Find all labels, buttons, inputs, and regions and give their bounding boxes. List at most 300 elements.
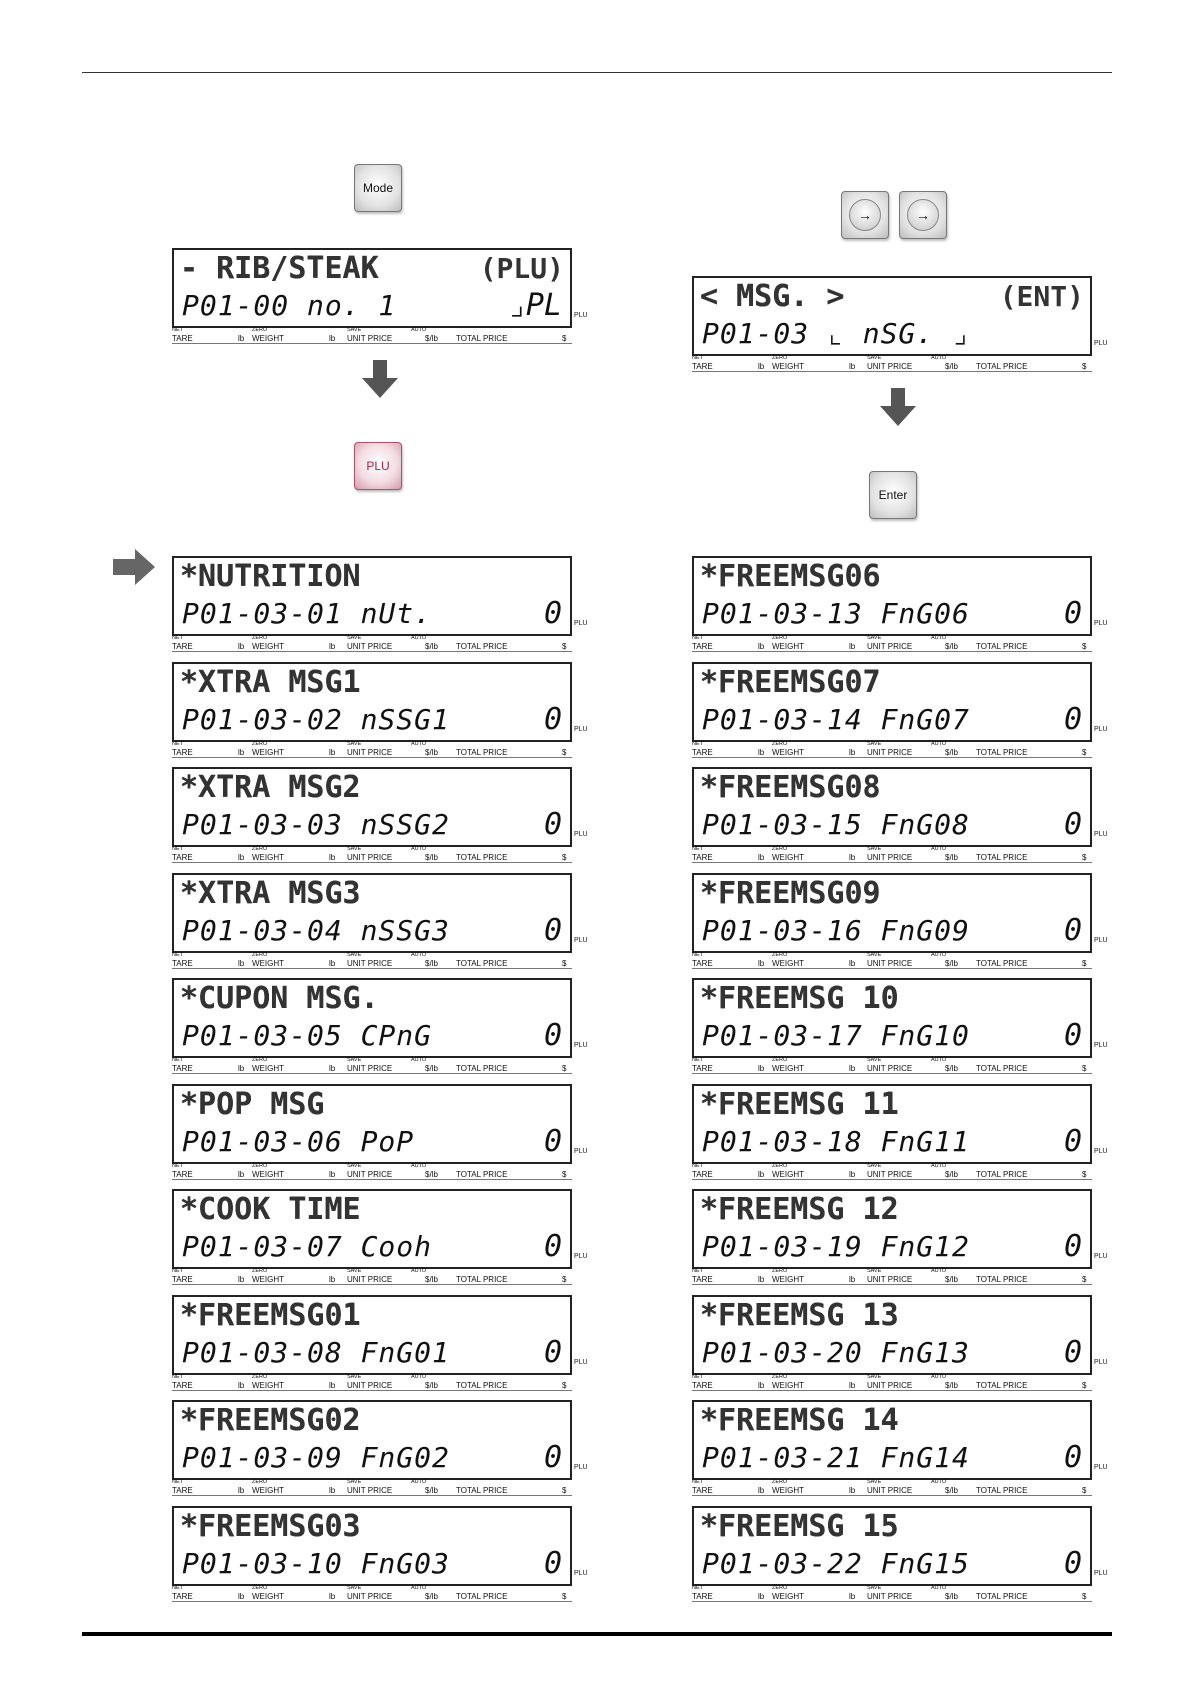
net-label: NET: [172, 846, 183, 852]
save-label: SAVE: [347, 1057, 362, 1063]
tare-label: TARE: [172, 1170, 193, 1179]
lcd-code-line: P01-03-06 PoP: [182, 1125, 415, 1158]
lcd-menu-label: *XTRA MSG1: [180, 665, 361, 700]
display-legend: [172, 846, 572, 863]
display-legend: [172, 952, 572, 969]
right-arrow-key-2[interactable]: [899, 191, 947, 239]
lcd-screen: [172, 978, 572, 1058]
lcd-display: [172, 1400, 588, 1496]
dollar-label: $: [1082, 1275, 1087, 1284]
plu-indicator: PLU: [1094, 1570, 1108, 1577]
zero-label: ZERO: [772, 355, 788, 361]
lcd-screen: [172, 1084, 572, 1164]
net-label: NET: [692, 1374, 703, 1380]
lcd-display: [692, 662, 1108, 758]
lcd-screen: [692, 556, 1092, 636]
lb-label: lb: [329, 642, 336, 651]
lb-label: lb: [329, 1381, 336, 1390]
auto-label: AUTO: [411, 635, 427, 641]
lcd-value: 0: [1063, 1440, 1082, 1475]
lcd-value: 0: [543, 1229, 562, 1264]
lcd-code-line: P01-03-16 FnG09: [702, 914, 970, 947]
lcd-menu-label: < MSG. >: [700, 279, 845, 314]
lcd-display: [172, 873, 588, 969]
unit-price-label: UNIT PRICE: [347, 959, 393, 968]
auto-label: AUTO: [411, 1585, 427, 1591]
net-label: NET: [692, 741, 703, 747]
lcd-screen: [692, 978, 1092, 1058]
tare-label: TARE: [692, 1381, 713, 1390]
auto-label: AUTO: [411, 1268, 427, 1274]
lcd-display: [172, 248, 588, 344]
lcd-code-line: P01-03-09 FnG02: [182, 1441, 450, 1474]
lcd-value: 0: [543, 1440, 562, 1475]
per-lb-label: $/lb: [945, 642, 958, 651]
unit-price-label: UNIT PRICE: [347, 1170, 393, 1179]
lb-label: lb: [849, 1486, 856, 1495]
per-lb-label: $/lb: [425, 1592, 438, 1601]
lb-label: lb: [758, 1381, 765, 1390]
net-label: NET: [172, 741, 183, 747]
lb-label: lb: [758, 1170, 765, 1179]
tare-label: TARE: [172, 1486, 193, 1495]
plu-indicator: PLU: [574, 312, 588, 319]
auto-label: AUTO: [411, 1163, 427, 1169]
display-legend: [692, 741, 1092, 758]
auto-label: AUTO: [931, 1268, 947, 1274]
net-label: NET: [692, 1268, 703, 1274]
weight-label: WEIGHT: [772, 1275, 804, 1284]
lcd-screen: [692, 767, 1092, 847]
lcd-menu-label: *NUTRITION: [180, 559, 361, 594]
save-label: SAVE: [347, 846, 362, 852]
lcd-code-line: P01-03-03 nSSG2: [182, 808, 450, 841]
lcd-display: [692, 1400, 1108, 1496]
tare-label: TARE: [692, 1592, 713, 1601]
lcd-code-line: P01-03-10 FnG03: [182, 1547, 450, 1580]
weight-label: WEIGHT: [772, 748, 804, 757]
lcd-display: [692, 978, 1108, 1074]
lcd-code-line: P01-03-14 FnG07: [702, 703, 970, 736]
lcd-display: [172, 978, 588, 1074]
unit-price-label: UNIT PRICE: [347, 853, 393, 862]
save-label: SAVE: [867, 635, 882, 641]
weight-label: WEIGHT: [252, 1170, 284, 1179]
dollar-label: $: [562, 1064, 567, 1073]
lcd-value: 0: [1063, 1546, 1082, 1581]
zero-label: ZERO: [772, 1479, 788, 1485]
lcd-display: [692, 276, 1108, 372]
weight-label: WEIGHT: [772, 642, 804, 651]
dollar-label: $: [562, 853, 567, 862]
display-legend: [172, 327, 572, 344]
lb-label: lb: [238, 642, 245, 651]
net-label: NET: [692, 355, 703, 361]
tare-label: TARE: [172, 748, 193, 757]
auto-label: AUTO: [931, 741, 947, 747]
down-arrow-icon: [362, 360, 398, 398]
per-lb-label: $/lb: [425, 853, 438, 862]
dollar-label: $: [1082, 362, 1087, 371]
save-label: SAVE: [867, 741, 882, 747]
lb-label: lb: [758, 1592, 765, 1601]
weight-label: WEIGHT: [772, 959, 804, 968]
display-legend: [692, 1057, 1092, 1074]
per-lb-label: $/lb: [945, 748, 958, 757]
total-price-label: TOTAL PRICE: [976, 959, 1028, 968]
lcd-value: 0: [1063, 596, 1082, 631]
plu-indicator: PLU: [574, 1464, 588, 1471]
unit-price-label: UNIT PRICE: [867, 1486, 913, 1495]
lcd-display: [692, 556, 1108, 652]
dollar-label: $: [562, 1592, 567, 1601]
lcd-screen: [172, 556, 572, 636]
save-label: SAVE: [347, 952, 362, 958]
pointer-arrow-icon: [113, 549, 155, 585]
zero-label: ZERO: [772, 1374, 788, 1380]
enter-key[interactable]: Enter: [869, 471, 917, 519]
lcd-value: 0: [543, 702, 562, 737]
lb-label: lb: [849, 1592, 856, 1601]
net-label: NET: [172, 952, 183, 958]
display-legend: [172, 635, 572, 652]
total-price-label: TOTAL PRICE: [976, 1486, 1028, 1495]
lb-label: lb: [758, 1275, 765, 1284]
dollar-label: $: [1082, 642, 1087, 651]
plu-indicator: PLU: [574, 1148, 588, 1155]
lcd-screen: [172, 1295, 572, 1375]
net-label: NET: [692, 1585, 703, 1591]
weight-label: WEIGHT: [252, 959, 284, 968]
display-legend: [692, 1479, 1092, 1496]
lcd-menu-label: *COOK TIME: [180, 1192, 361, 1227]
display-legend: [692, 355, 1092, 372]
tare-label: TARE: [172, 1381, 193, 1390]
lcd-value: 0: [1063, 1335, 1082, 1370]
right-arrow-key-1[interactable]: [841, 191, 889, 239]
total-price-label: TOTAL PRICE: [976, 1381, 1028, 1390]
display-legend: [692, 846, 1092, 863]
plu-indicator: PLU: [1094, 1253, 1108, 1260]
lcd-value: 0: [543, 1335, 562, 1370]
per-lb-label: $/lb: [945, 1486, 958, 1495]
lcd-screen: [172, 873, 572, 953]
lcd-code-line: P01-03-01 nUt.: [182, 597, 433, 630]
dollar-label: $: [562, 1170, 567, 1179]
auto-label: AUTO: [411, 741, 427, 747]
dollar-label: $: [562, 1381, 567, 1390]
lb-label: lb: [329, 1486, 336, 1495]
unit-price-label: UNIT PRICE: [867, 642, 913, 651]
lcd-screen: [692, 1506, 1092, 1586]
plu-indicator: PLU: [1094, 937, 1108, 944]
lcd-value: 0: [1063, 913, 1082, 948]
lcd-menu-label: *FREEMSG 12: [700, 1192, 899, 1227]
total-price-label: TOTAL PRICE: [456, 748, 508, 757]
display-legend: [172, 1374, 572, 1391]
lcd-code-line: P01-00 no. 1: [182, 289, 397, 322]
save-label: SAVE: [867, 1163, 882, 1169]
unit-price-label: UNIT PRICE: [347, 1381, 393, 1390]
unit-price-label: UNIT PRICE: [347, 1486, 393, 1495]
lb-label: lb: [758, 642, 765, 651]
lcd-display: [692, 1189, 1108, 1285]
lb-label: lb: [758, 362, 765, 371]
lcd-value: 0: [1063, 1229, 1082, 1264]
zero-label: ZERO: [252, 1374, 268, 1380]
lcd-display: [692, 873, 1108, 969]
lb-label: lb: [849, 642, 856, 651]
lcd-menu-label: *FREEMSG 13: [700, 1298, 899, 1333]
tare-label: TARE: [172, 853, 193, 862]
lb-label: lb: [238, 853, 245, 862]
lcd-screen: [172, 1400, 572, 1480]
dollar-label: $: [1082, 748, 1087, 757]
lb-label: lb: [849, 362, 856, 371]
lb-label: lb: [238, 1275, 245, 1284]
total-price-label: TOTAL PRICE: [456, 1275, 508, 1284]
weight-label: WEIGHT: [772, 1486, 804, 1495]
per-lb-label: $/lb: [425, 1170, 438, 1179]
weight-label: WEIGHT: [252, 1381, 284, 1390]
lcd-code-line: P01-03-18 FnG11: [702, 1125, 970, 1158]
net-label: NET: [172, 1057, 183, 1063]
lcd-code-line: P01-03-21 FnG14: [702, 1441, 970, 1474]
lcd-display: [172, 556, 588, 652]
lcd-value: 0: [1063, 702, 1082, 737]
lcd-value: ⌟PL: [507, 288, 562, 323]
tare-label: TARE: [692, 642, 713, 651]
auto-label: AUTO: [931, 846, 947, 852]
tare-label: TARE: [172, 1592, 193, 1601]
lb-label: lb: [238, 1592, 245, 1601]
unit-price-label: UNIT PRICE: [867, 1170, 913, 1179]
per-lb-label: $/lb: [945, 1275, 958, 1284]
net-label: NET: [692, 846, 703, 852]
plu-indicator: PLU: [1094, 1359, 1108, 1366]
lcd-code-line: P01-03-15 FnG08: [702, 808, 970, 841]
save-label: SAVE: [867, 1057, 882, 1063]
auto-label: AUTO: [931, 1479, 947, 1485]
weight-label: WEIGHT: [252, 1064, 284, 1073]
auto-label: AUTO: [411, 1479, 427, 1485]
unit-price-label: UNIT PRICE: [347, 1064, 393, 1073]
right-arrow-icon: →: [849, 199, 881, 231]
save-label: SAVE: [347, 741, 362, 747]
lcd-code-line: P01-03-02 nSSG1: [182, 703, 450, 736]
dollar-label: $: [562, 748, 567, 757]
tare-label: TARE: [692, 362, 713, 371]
lb-label: lb: [238, 748, 245, 757]
total-price-label: TOTAL PRICE: [976, 1275, 1028, 1284]
zero-label: ZERO: [252, 952, 268, 958]
lcd-display: [172, 1084, 588, 1180]
net-label: NET: [172, 327, 183, 333]
unit-price-label: UNIT PRICE: [347, 748, 393, 757]
save-label: SAVE: [347, 1479, 362, 1485]
weight-label: WEIGHT: [772, 853, 804, 862]
lcd-menu-label: *FREEMSG09: [700, 876, 881, 911]
zero-label: ZERO: [252, 846, 268, 852]
lcd-code-line: P01-03-17 FnG10: [702, 1019, 970, 1052]
lcd-screen: [172, 662, 572, 742]
save-label: SAVE: [347, 635, 362, 641]
auto-label: AUTO: [411, 1057, 427, 1063]
zero-label: ZERO: [252, 741, 268, 747]
lb-label: lb: [849, 748, 856, 757]
auto-label: AUTO: [931, 952, 947, 958]
lb-label: lb: [238, 334, 245, 343]
lb-label: lb: [758, 1064, 765, 1073]
lcd-display: [692, 767, 1108, 863]
lcd-screen: [692, 662, 1092, 742]
save-label: SAVE: [867, 1479, 882, 1485]
display-legend: [172, 1479, 572, 1496]
total-price-label: TOTAL PRICE: [976, 748, 1028, 757]
plu-indicator: PLU: [1094, 726, 1108, 733]
weight-label: WEIGHT: [252, 1275, 284, 1284]
total-price-label: TOTAL PRICE: [976, 1170, 1028, 1179]
plu-indicator: PLU: [1094, 620, 1108, 627]
display-legend: [172, 741, 572, 758]
plu-key[interactable]: PLU: [354, 442, 402, 490]
dollar-label: $: [1082, 1381, 1087, 1390]
zero-label: ZERO: [772, 1057, 788, 1063]
dollar-label: $: [1082, 1486, 1087, 1495]
plu-indicator: PLU: [574, 620, 588, 627]
lb-label: lb: [329, 748, 336, 757]
display-legend: [692, 1585, 1092, 1602]
lcd-code-line: P01-03-22 FnG15: [702, 1547, 970, 1580]
display-legend: [172, 1057, 572, 1074]
lb-label: lb: [849, 959, 856, 968]
weight-label: WEIGHT: [772, 1381, 804, 1390]
lcd-value: 0: [543, 913, 562, 948]
zero-label: ZERO: [772, 952, 788, 958]
total-price-label: TOTAL PRICE: [456, 959, 508, 968]
auto-label: AUTO: [411, 327, 427, 333]
plu-indicator: PLU: [1094, 1148, 1108, 1155]
lb-label: lb: [849, 1275, 856, 1284]
save-label: SAVE: [867, 1268, 882, 1274]
lcd-code-line: P01-03-13 FnG06: [702, 597, 970, 630]
weight-label: WEIGHT: [252, 1592, 284, 1601]
net-label: NET: [172, 635, 183, 641]
save-label: SAVE: [347, 327, 362, 333]
lcd-code-line: P01-03-19 FnG12: [702, 1230, 970, 1263]
tare-label: TARE: [172, 1064, 193, 1073]
lb-label: lb: [329, 959, 336, 968]
plu-indicator: PLU: [1094, 831, 1108, 838]
per-lb-label: $/lb: [425, 1275, 438, 1284]
total-price-label: TOTAL PRICE: [456, 1381, 508, 1390]
mode-key[interactable]: Mode: [354, 164, 402, 212]
weight-label: WEIGHT: [772, 1170, 804, 1179]
display-legend: [692, 1163, 1092, 1180]
net-label: NET: [692, 1057, 703, 1063]
lcd-key-hint: (PLU): [479, 252, 564, 285]
unit-price-label: UNIT PRICE: [867, 1381, 913, 1390]
dollar-label: $: [562, 1275, 567, 1284]
dollar-label: $: [1082, 1592, 1087, 1601]
auto-label: AUTO: [411, 952, 427, 958]
per-lb-label: $/lb: [425, 334, 438, 343]
unit-price-label: UNIT PRICE: [867, 1064, 913, 1073]
lcd-screen: [172, 248, 572, 328]
lcd-menu-label: *FREEMSG06: [700, 559, 881, 594]
display-legend: [692, 1374, 1092, 1391]
lcd-value: 0: [543, 1018, 562, 1053]
save-label: SAVE: [347, 1163, 362, 1169]
lcd-key-hint: (ENT): [999, 280, 1084, 313]
dollar-label: $: [1082, 1170, 1087, 1179]
display-legend: [172, 1585, 572, 1602]
lcd-display: [172, 662, 588, 758]
lb-label: lb: [849, 853, 856, 862]
net-label: NET: [692, 1479, 703, 1485]
lcd-screen: [692, 1189, 1092, 1269]
unit-price-label: UNIT PRICE: [347, 1592, 393, 1601]
zero-label: ZERO: [252, 635, 268, 641]
lcd-screen: [692, 276, 1092, 356]
tare-label: TARE: [692, 959, 713, 968]
lb-label: lb: [758, 748, 765, 757]
lcd-screen: [172, 1506, 572, 1586]
lcd-code-line: P01-03-08 FnG01: [182, 1336, 450, 1369]
tare-label: TARE: [172, 1275, 193, 1284]
per-lb-label: $/lb: [425, 959, 438, 968]
lcd-menu-label: *FREEMSG02: [180, 1403, 361, 1438]
weight-label: WEIGHT: [252, 334, 284, 343]
zero-label: ZERO: [772, 635, 788, 641]
lb-label: lb: [329, 1275, 336, 1284]
lcd-display: [692, 1084, 1108, 1180]
total-price-label: TOTAL PRICE: [976, 642, 1028, 651]
weight-label: WEIGHT: [252, 1486, 284, 1495]
lb-label: lb: [329, 1064, 336, 1073]
plu-indicator: PLU: [1094, 1464, 1108, 1471]
dollar-label: $: [562, 1486, 567, 1495]
per-lb-label: $/lb: [425, 642, 438, 651]
lb-label: lb: [758, 1486, 765, 1495]
tare-label: TARE: [692, 748, 713, 757]
total-price-label: TOTAL PRICE: [456, 1064, 508, 1073]
tare-label: TARE: [692, 1170, 713, 1179]
lb-label: lb: [238, 1486, 245, 1495]
total-price-label: TOTAL PRICE: [456, 334, 508, 343]
lcd-menu-label: - RIB/STEAK: [180, 251, 379, 286]
lb-label: lb: [238, 1064, 245, 1073]
lb-label: lb: [238, 959, 245, 968]
lcd-screen: [692, 1084, 1092, 1164]
dollar-label: $: [1082, 1064, 1087, 1073]
lb-label: lb: [238, 1170, 245, 1179]
per-lb-label: $/lb: [945, 1381, 958, 1390]
dollar-label: $: [1082, 959, 1087, 968]
unit-price-label: UNIT PRICE: [867, 1275, 913, 1284]
unit-price-label: UNIT PRICE: [347, 334, 393, 343]
unit-price-label: UNIT PRICE: [867, 853, 913, 862]
lcd-menu-label: *XTRA MSG3: [180, 876, 361, 911]
auto-label: AUTO: [931, 1374, 947, 1380]
total-price-label: TOTAL PRICE: [976, 1064, 1028, 1073]
lb-label: lb: [849, 1381, 856, 1390]
lb-label: lb: [329, 334, 336, 343]
zero-label: ZERO: [772, 741, 788, 747]
zero-label: ZERO: [252, 1585, 268, 1591]
auto-label: AUTO: [931, 1585, 947, 1591]
lcd-value: 0: [1063, 1124, 1082, 1159]
